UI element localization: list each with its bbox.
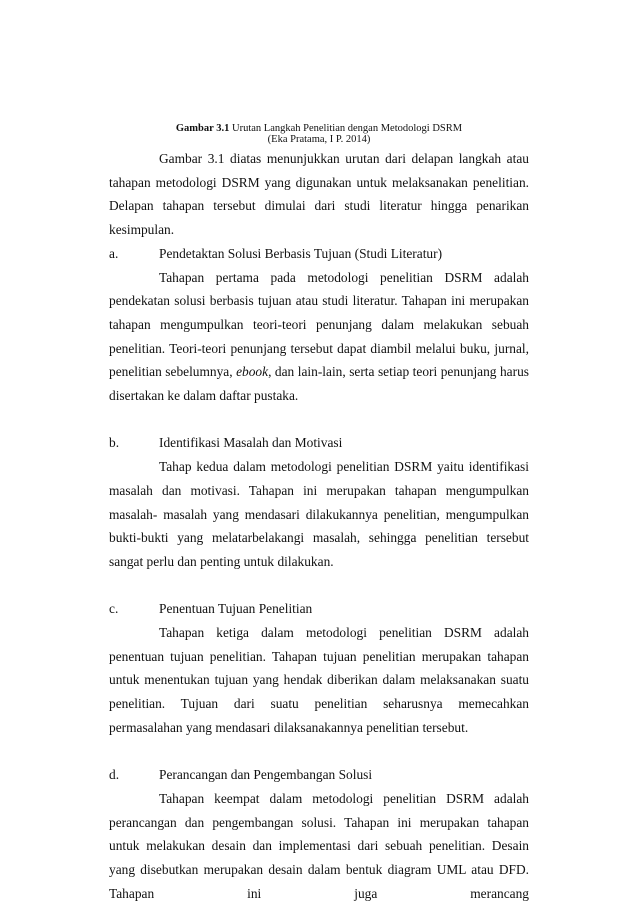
section-a-text-1: Tahapan pertama pada metodologi penelitian DSRM adalah pendekatan solusi berbasis tujuan atau studi literatur. Tahapan ini merupakan tahapan mengumpulkan teori-teori penunjang dalam melakukan sebuah penelitian. Teori-teori penunjang tersebut dapat diambil melalui buku, jurnal, penelitian sebelumnya, (109, 269, 529, 380)
section-a-paragraph (109, 266, 529, 408)
section-c-heading (109, 597, 529, 621)
section-a-text-2: , dan lain-lain, serta setiap teori penunjang harus disertakan ke dalam daftar pustaka. (109, 364, 529, 404)
section-label: a. (109, 245, 119, 261)
section-c-paragraph: Tahapan ketiga dalam metodologi penelitian DSRM adalah penentuan tujuan penelitian. Tahapan tujuan penelitian merupakan tahapan untuk menentukan tujuan yang hendak diberikan dalam melaksanakan suatu penelitian. Tujuan dari suatu penelitian seharusnya memecahkan permasalahan yang mendasari dilaksanakannya penelitian tersebut. (109, 625, 529, 735)
section-d-heading (109, 763, 529, 787)
section-a-italic: ebook (236, 364, 269, 380)
spacer (109, 408, 529, 432)
section-title: Perancangan dan Pengembangan Solusi (159, 767, 373, 783)
section-d-paragraph: Tahapan keempat dalam metodologi penelitian DSRM adalah perancangan dan pengembangan solusi. Tahapan ini merupakan tahapan untuk melakukan desain dan implementasi dari sebuah penelitian. Desain yang disebutkan merupakan desain dalam bentuk diagram UML atau DFD. Tahapan ini juga merancang (109, 790, 529, 901)
document-body (109, 147, 529, 905)
figure-title: Urutan Langkah Penelitian dengan Metodologi DSRM (229, 123, 463, 134)
intro-paragraph: Gambar 3.1 diatas menunjukkan urutan dari delapan langkah atau tahapan metodologi DSRM yang digunakan untuk melaksanakan penelitian. Delapan tahapan tersebut dimulai dari studi literatur hingga penarikan kesimpulan. (109, 151, 529, 238)
section-a-heading (109, 242, 529, 266)
section-label: d. (109, 767, 120, 783)
figure-source: (Eka Pratama, I P. 2014) (267, 134, 371, 145)
section-b-paragraph: Tahap kedua dalam metodologi penelitian DSRM yaitu identifikasi masalah dan motivasi. Tahapan ini merupakan tahapan mengumpulkan masalah- masalah yang mendasari dilakukannya penelitian, mengumpulkan bukti-bukti yang melatarbelakangi masalah, sehingga penelitian tersebut sangat perlu dan penting untuk dilakukan. (109, 459, 529, 569)
spacer (109, 574, 529, 598)
section-title: Pendetaktan Solusi Berbasis Tujuan (Studi Literatur) (159, 245, 443, 261)
section-label: c. (109, 601, 119, 617)
section-title: Identifikasi Masalah dan Motivasi (159, 435, 343, 451)
section-title: Penentuan Tujuan Penelitian (159, 601, 313, 617)
spacer (109, 740, 529, 764)
section-label: b. (109, 435, 120, 451)
figure-label: Gambar 3.1 (175, 123, 230, 134)
section-b-heading (109, 431, 529, 455)
